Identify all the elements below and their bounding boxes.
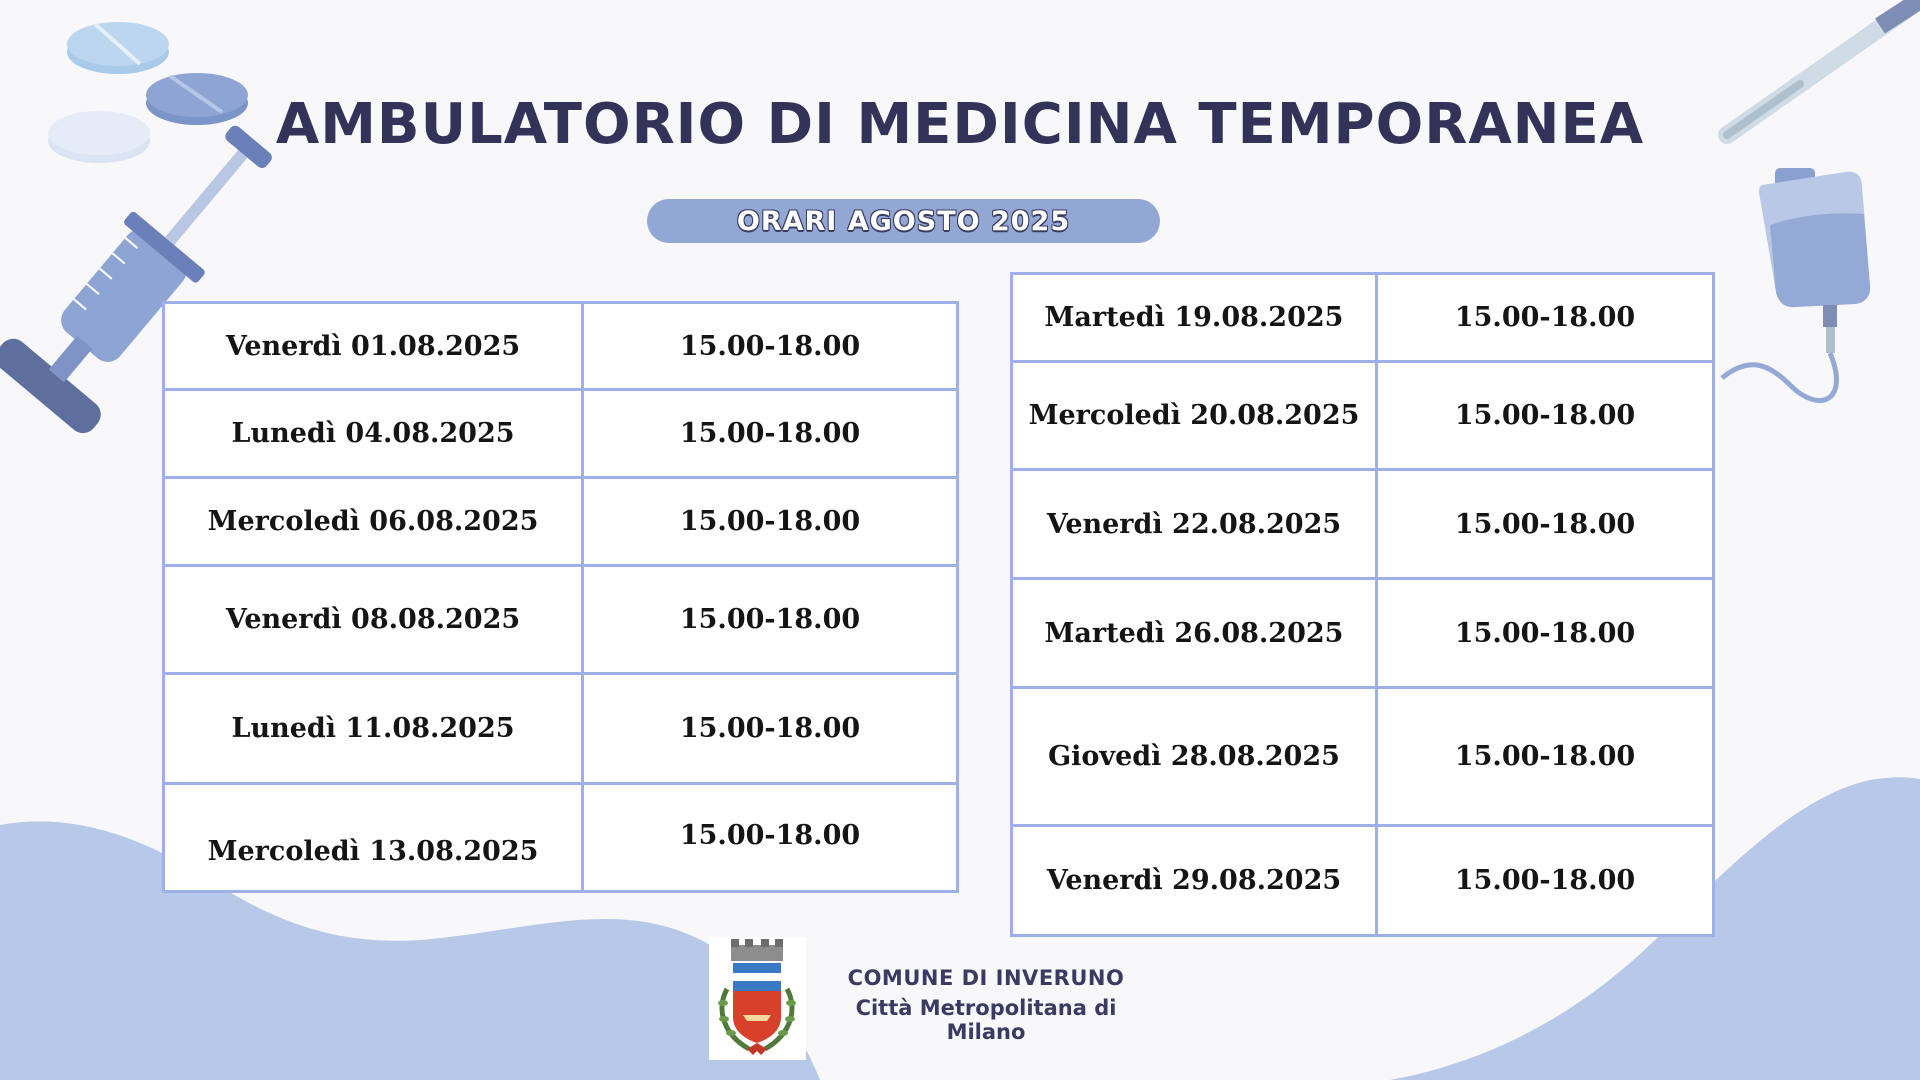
hours-cell: 15.00-18.00	[583, 566, 958, 674]
table-row	[1012, 362, 1714, 470]
hours-cell: 15.00-18.00	[583, 390, 958, 478]
day-cell: Martedì 26.08.2025	[1012, 579, 1377, 688]
table-row	[164, 784, 958, 892]
schedule-table-right	[1010, 272, 1715, 937]
table-row	[164, 303, 958, 390]
day-cell: Venerdì 08.08.2025	[164, 566, 583, 674]
subtitle-banner	[647, 199, 1160, 243]
municipality-name: COMUNE DI INVERUNO	[847, 966, 1125, 990]
hours-cell: 15.00-18.00	[1377, 826, 1714, 936]
day-cell: Mercoledì 06.08.2025	[164, 478, 583, 566]
hours-cell: 15.00-18.00	[583, 674, 958, 784]
region-name: Città Metropolitana di Milano	[855, 996, 1117, 1044]
hours-cell: 15.00-18.00	[583, 784, 958, 892]
hours-cell: 15.00-18.00	[1377, 470, 1714, 579]
table-row	[164, 566, 958, 674]
table-row	[1012, 579, 1714, 688]
footer-credit	[816, 966, 1156, 1044]
schedule-table-left	[162, 301, 959, 893]
day-cell: Mercoledì 20.08.2025	[1012, 362, 1377, 470]
day-cell: Mercoledì 13.08.2025	[164, 784, 583, 892]
hours-cell: 15.00-18.00	[583, 303, 958, 390]
iv-bag-icon	[1722, 168, 1870, 401]
page-title: AMBULATORIO DI MEDICINA TEMPORANEA	[275, 92, 1645, 157]
coat-of-arms-panel	[709, 937, 806, 1060]
hours-cell: 15.00-18.00	[1377, 274, 1714, 362]
hours-cell: 15.00-18.00	[1377, 362, 1714, 470]
table-row	[1012, 688, 1714, 826]
table-row	[164, 674, 958, 784]
table-row	[1012, 826, 1714, 936]
day-cell: Lunedì 11.08.2025	[164, 674, 583, 784]
table-row	[1012, 470, 1714, 579]
hours-cell: 15.00-18.00	[1377, 579, 1714, 688]
day-cell: Lunedì 04.08.2025	[164, 390, 583, 478]
day-cell: Martedì 19.08.2025	[1012, 274, 1377, 362]
day-cell: Venerdì 22.08.2025	[1012, 470, 1377, 579]
table-row	[164, 390, 958, 478]
hours-cell: 15.00-18.00	[583, 478, 958, 566]
hours-cell: 15.00-18.00	[1377, 688, 1714, 826]
table-row	[164, 478, 958, 566]
day-cell: Venerdì 01.08.2025	[164, 303, 583, 390]
table-row	[1012, 274, 1714, 362]
day-cell: Venerdì 29.08.2025	[1012, 826, 1377, 936]
coat-of-arms-icon	[709, 937, 806, 1060]
subtitle-text: ORARI AGOSTO 2025	[736, 205, 1071, 237]
day-cell: Giovedì 28.08.2025	[1012, 688, 1377, 826]
